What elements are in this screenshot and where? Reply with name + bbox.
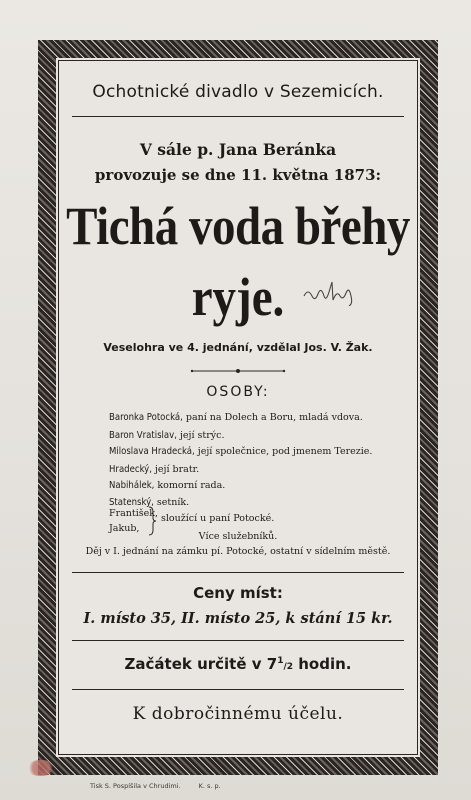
cast-item (109, 412, 363, 423)
cast-role: komorní rada. (157, 480, 226, 491)
cast-name: Baron Vratislav, (109, 430, 177, 441)
venue-line: V sále p. Jana Beránka (139, 140, 337, 159)
cast-name: Baronka Potocká, (109, 412, 183, 423)
setting-line: Děj v I. jednání na zámku pí. Potocké, ostatní v sídelním městě. (85, 546, 391, 557)
cast-item (109, 430, 224, 441)
servant-name: Jakub, (109, 523, 140, 534)
cast-role: její bratr. (154, 464, 200, 475)
divider-prices (72, 640, 404, 641)
ornament-divider (190, 368, 286, 374)
servant-name: František, (109, 508, 159, 519)
printer-imprint (90, 782, 390, 790)
play-title-line2: ryje. (191, 268, 285, 328)
genre-line: Veselohra ve 4. jednání, vzdělal Jos. V. Žak. (103, 341, 373, 354)
prices-line: I. místo 35, II. místo 25, k stání 15 kr. (83, 610, 393, 627)
cast-item (109, 480, 225, 491)
cast-name: Statenský, (109, 497, 154, 508)
cast-item (109, 464, 199, 475)
printer-mark: K. s. p. (198, 782, 221, 790)
handwritten-note (300, 278, 370, 306)
play-title-line1: Tichá voda břehy (66, 197, 410, 257)
cast-item (109, 446, 372, 457)
start-fraction-bottom: /2 (283, 662, 294, 672)
date-line: provozuje se dne 11. května 1873: (94, 166, 382, 184)
charity-line: K dobročinnému účelu. (132, 704, 344, 724)
cast-name: Nabihálek, (109, 480, 155, 491)
start-suffix: hodin. (293, 655, 352, 673)
start-time (62, 655, 414, 673)
servant-role: sloužící u paní Potocké. (161, 513, 275, 524)
printer-name: Tisk S. Pospíšila v Chrudimi. (90, 782, 181, 790)
cast-name: Miloslava Hradecká, (109, 446, 195, 457)
cast-heading: OSOBY: (206, 384, 270, 400)
start-prefix: Začátek určitě v 7 (124, 655, 278, 673)
cast-role: její společnice, pod jmenem Terezie. (197, 446, 373, 457)
troupe-name: Ochotnické divadlo v Sezemicích. (92, 82, 384, 102)
cast-role: setník. (156, 497, 190, 508)
extras-line: Více služebníků. (198, 531, 278, 542)
start-fraction-top: 1 (277, 656, 284, 666)
inner-border-line (58, 60, 418, 755)
cast-role: paní na Dolech a Boru, mladá vdova. (185, 412, 363, 423)
divider-cast (72, 572, 404, 573)
cast-name: Hradecký, (109, 464, 152, 475)
cast-role: její strýc. (179, 430, 225, 441)
divider-start (72, 689, 404, 690)
prices-heading: Ceny míst: (193, 584, 283, 602)
red-stamp (26, 760, 56, 776)
divider-top (72, 116, 404, 117)
